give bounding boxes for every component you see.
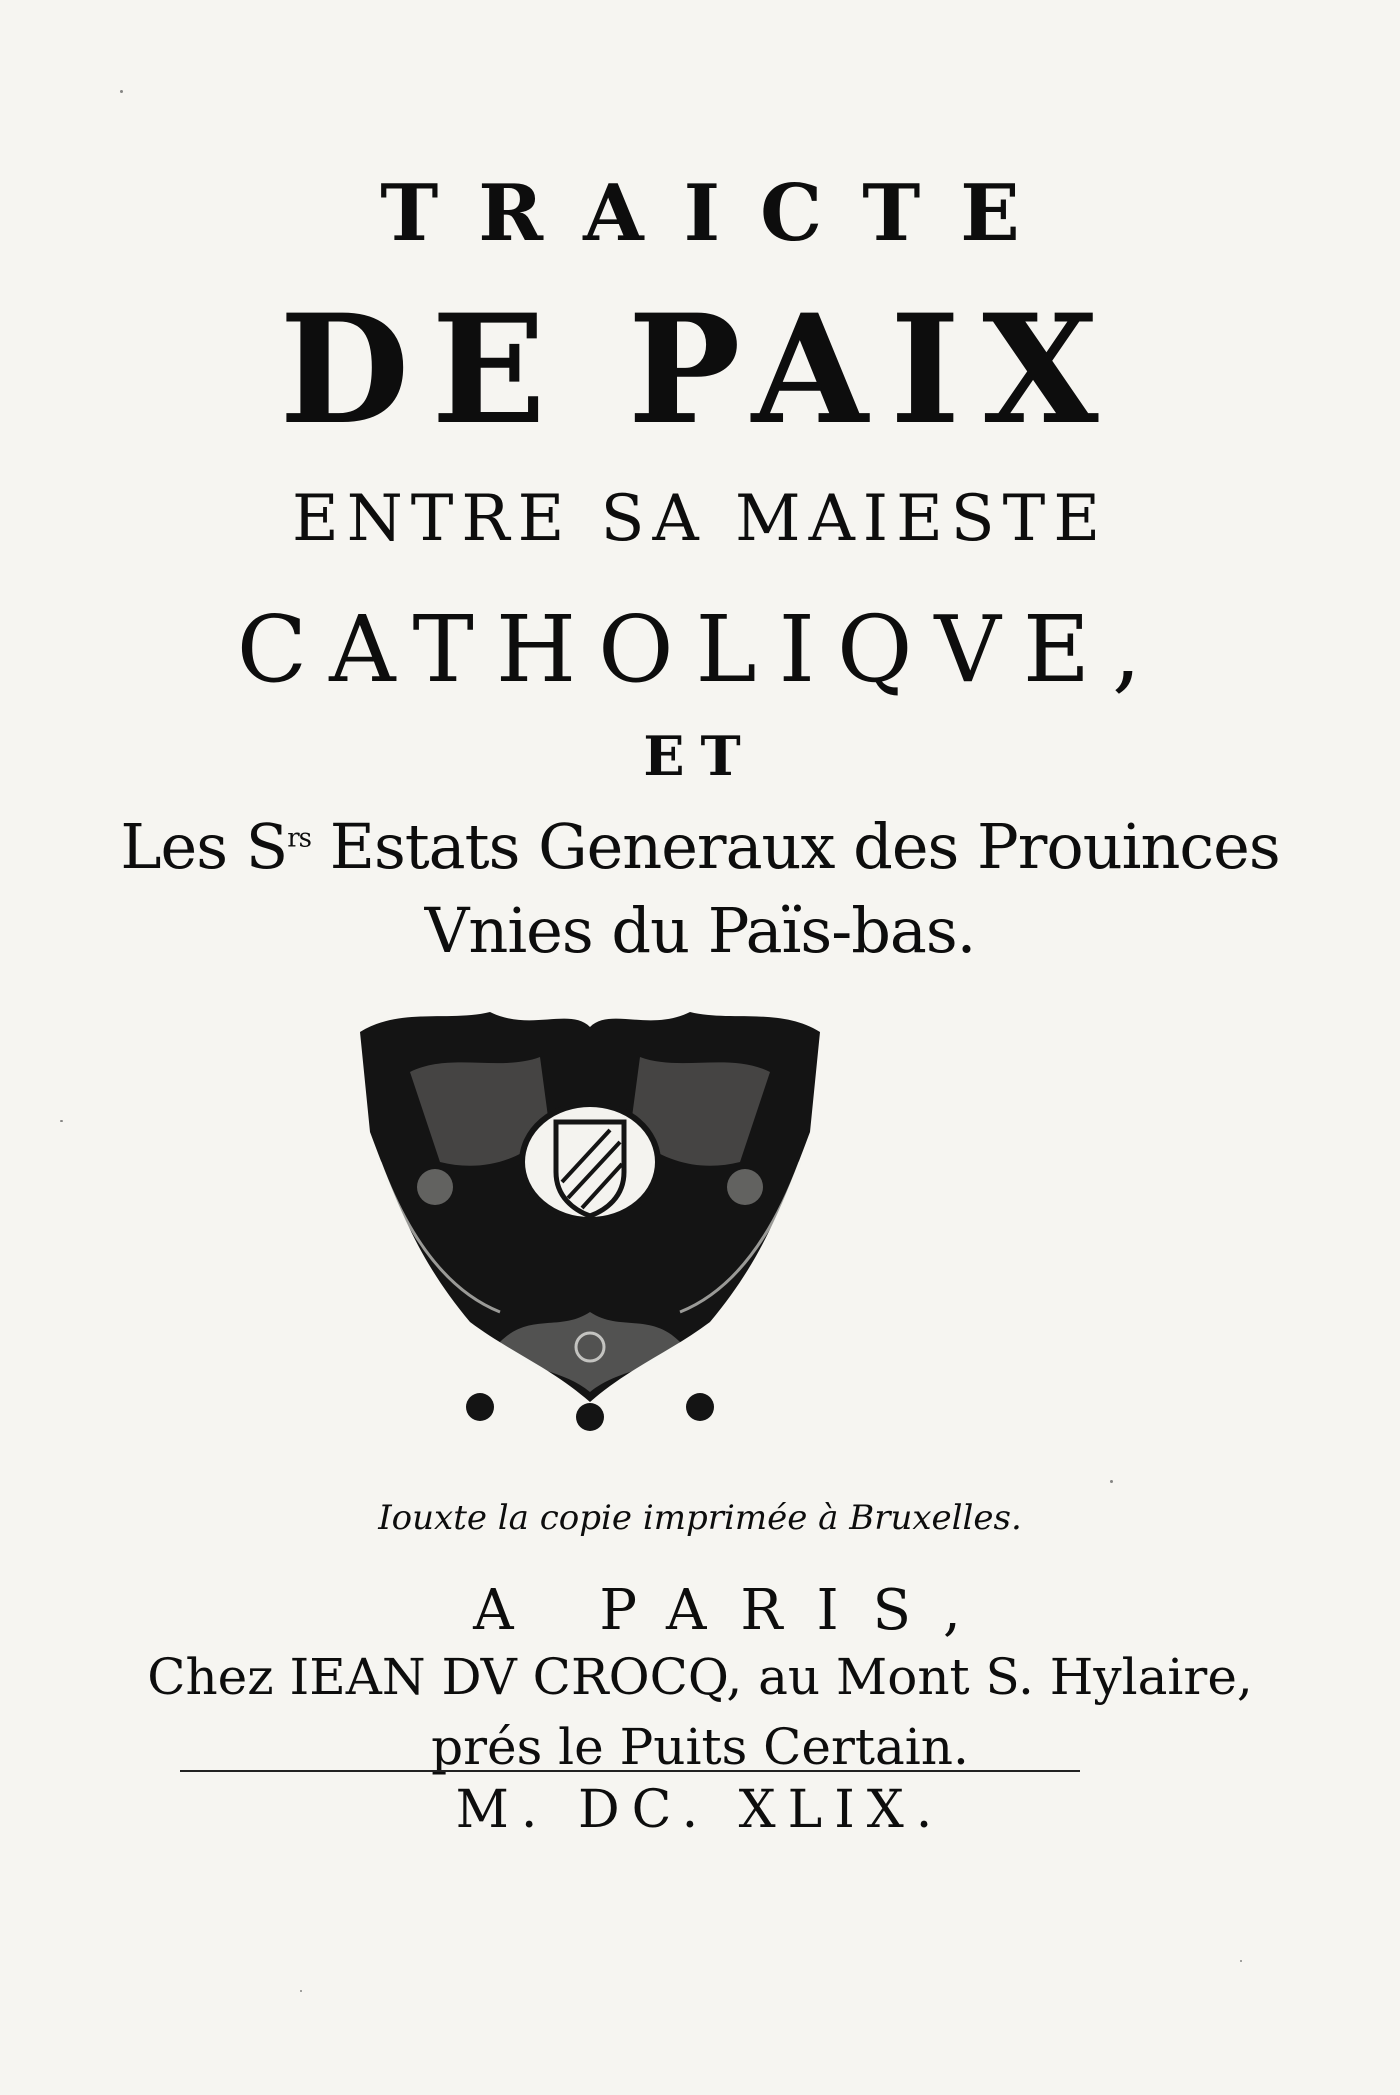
title-words-estats: Estats Generaux des Prouinces bbox=[310, 810, 1280, 883]
title-line-entre-sa-maieste: ENTRE SA MAIESTE bbox=[291, 482, 1109, 556]
title-line-estats-generaux bbox=[0, 810, 1400, 883]
title-line-de-paix bbox=[0, 282, 1400, 458]
title-line-traicte: TRAICTE bbox=[380, 168, 1060, 259]
imprint-rule bbox=[180, 1770, 1080, 1772]
imprint-date: M. DC. XLIX. bbox=[455, 1780, 945, 1840]
title-word-les-s: Les S bbox=[120, 810, 288, 883]
imprint-printer: Chez IEAN DV CROCQ, au Mont S. Hylaire, bbox=[147, 1648, 1253, 1706]
title-line-vnies-du-pais-bas: Vnies du Païs-bas. bbox=[424, 894, 976, 967]
title-line-et: ET bbox=[643, 724, 757, 788]
imprint-place: A PARIS, bbox=[473, 1578, 995, 1643]
title-word-paix: PAIX bbox=[627, 282, 1121, 458]
title-line-catholique: CATHOLIQVE, bbox=[236, 596, 1164, 703]
title-word-de: DE bbox=[279, 282, 568, 458]
printers-ornament-icon bbox=[340, 1012, 840, 1432]
imprint-address: prés le Puits Certain. bbox=[431, 1718, 969, 1776]
imprint-note: Iouxte la copie imprimée à Bruxelles. bbox=[378, 1498, 1022, 1538]
title-superscript-rs: rs bbox=[287, 823, 311, 854]
